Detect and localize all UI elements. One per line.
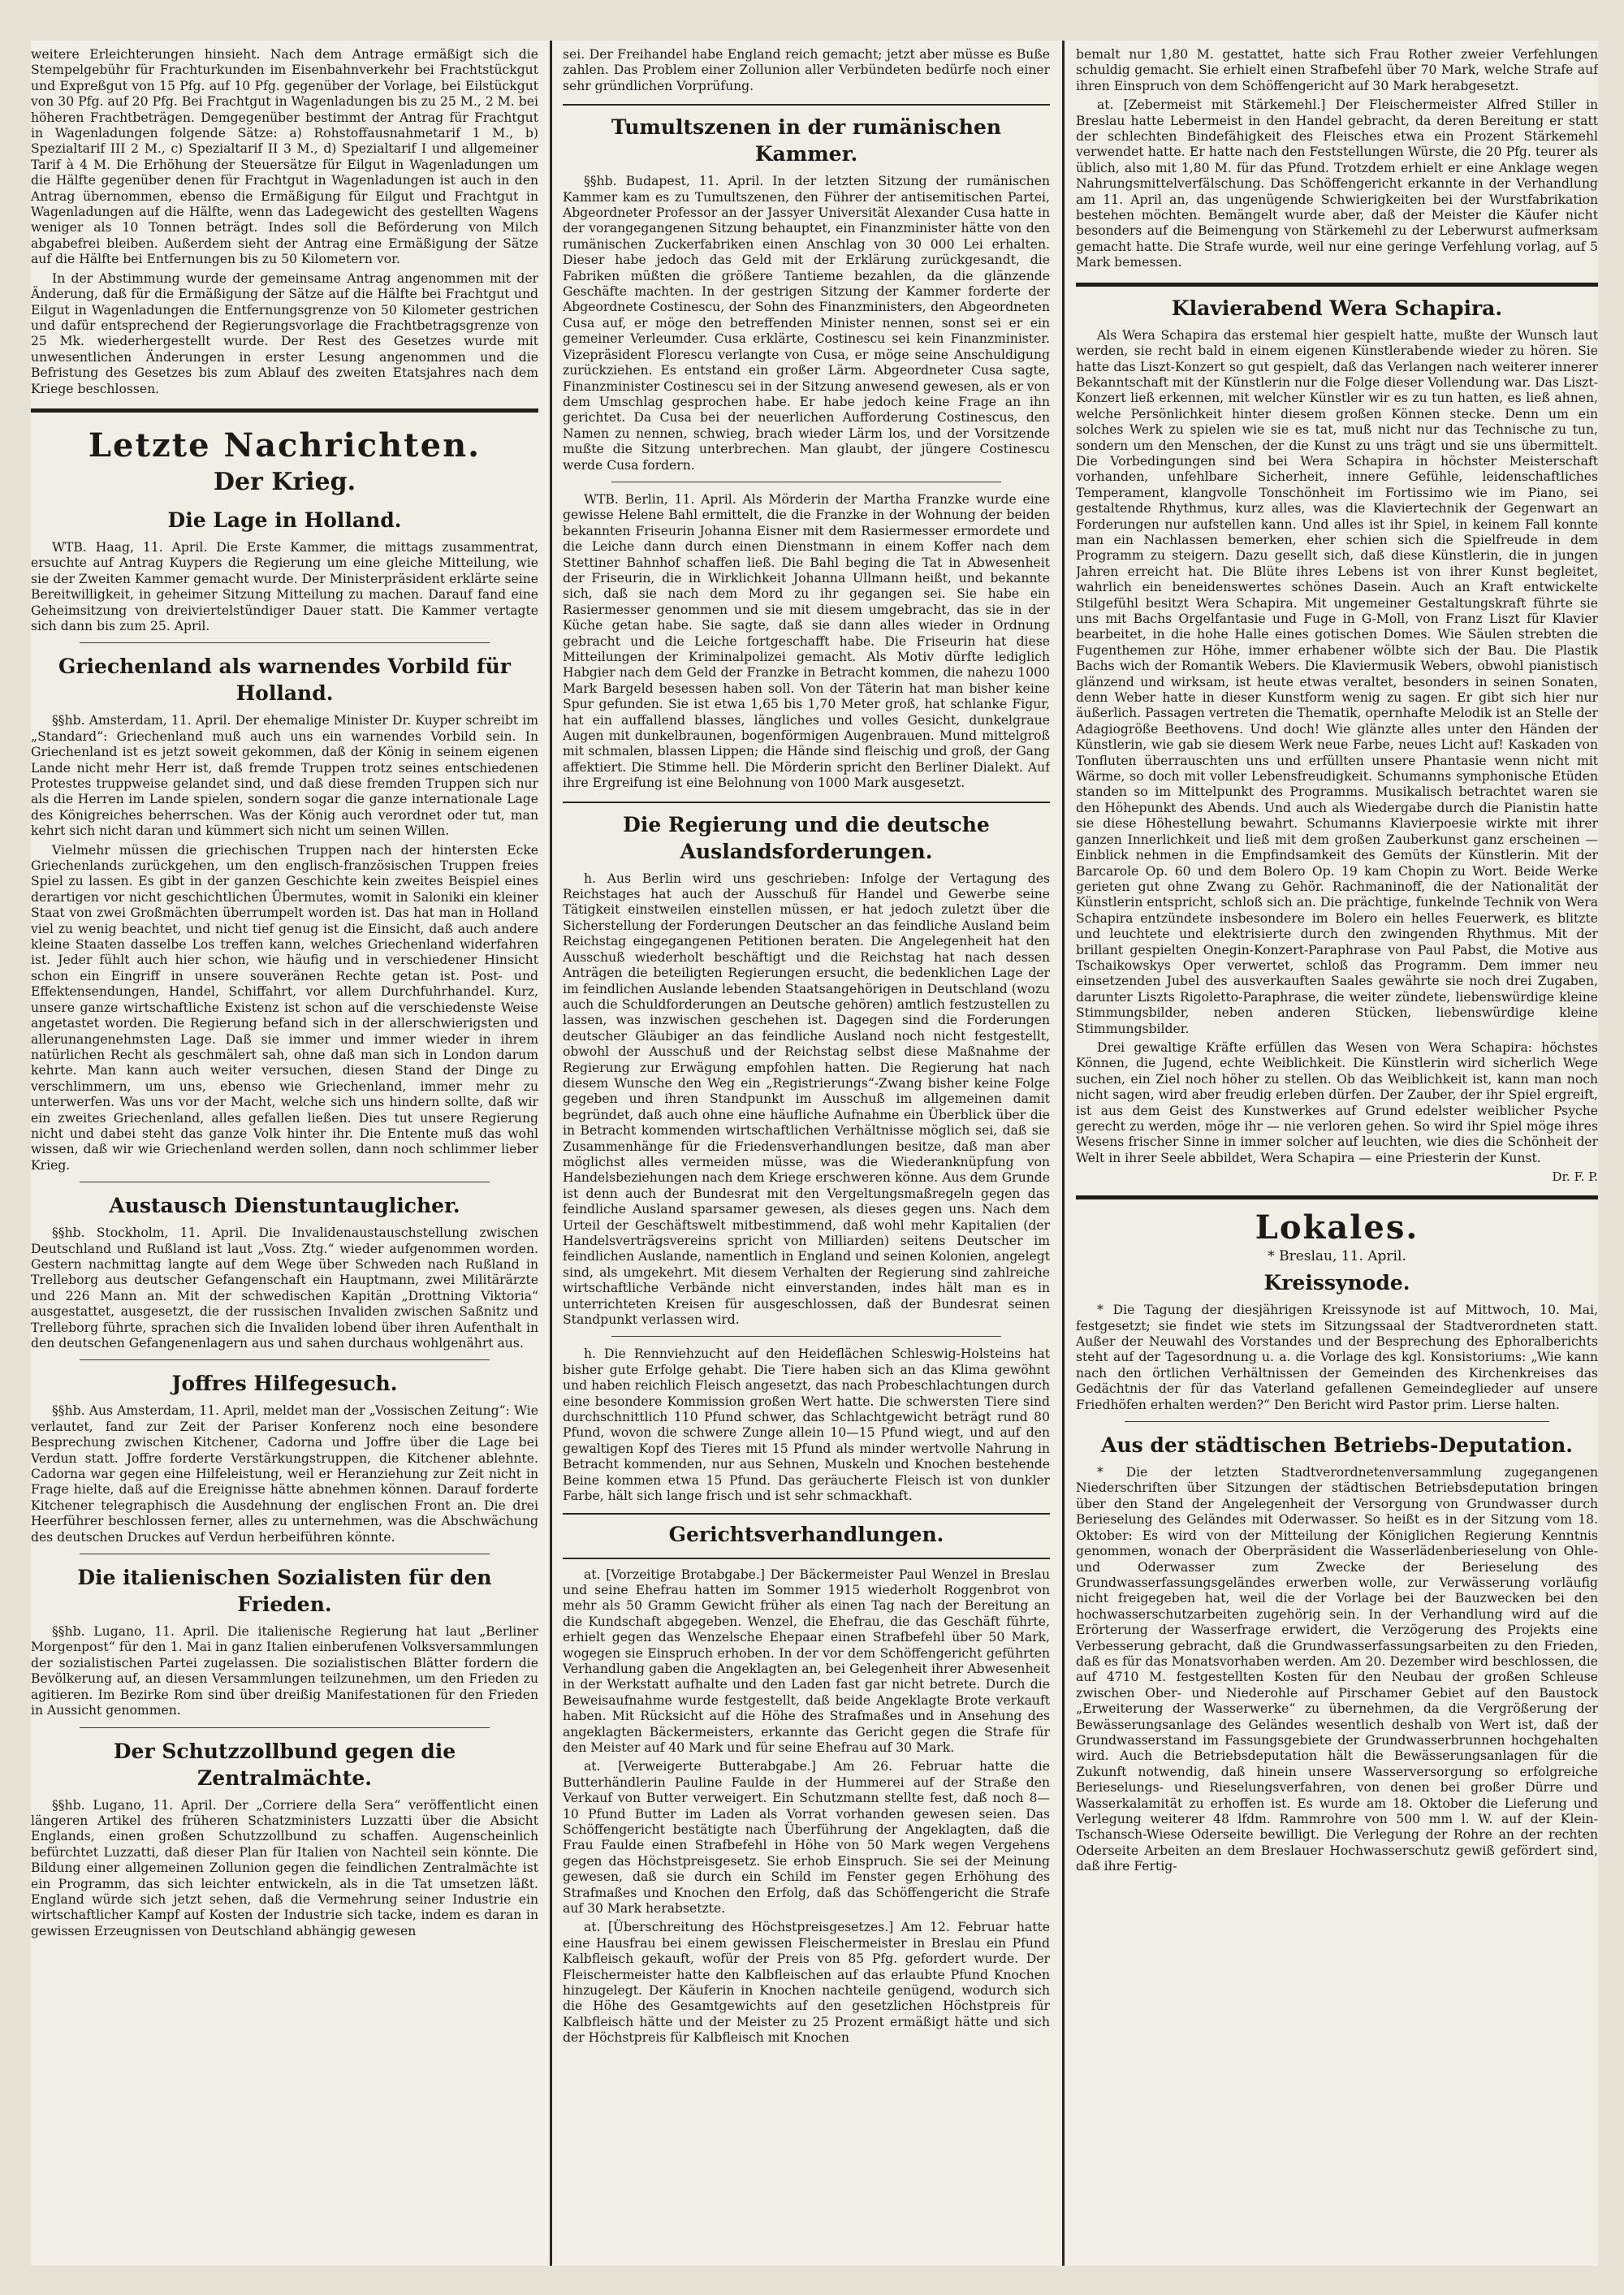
- socialists-article: §§hb. Lugano, 11. April. Die italienische Regierung hat laut „Berliner Morgenpost“ für den 1. Mai in ganz Italien einberufenen Volksversammlungen der sozialistischen Partei zugelassen. Die sozialistischen Blätter fordern die Bevölkerung auf, an diesen Versammlungen teilzunehmen, um den Frieden zu agitieren. Im Bezirke Rom sind über dreißig Manifestationen für den Frieden in Aussicht genommen.: [31, 1624, 538, 1718]
- court-article-continued: bemalt nur 1,80 M. gestattet, hatte sich Frau Rother zweier Verfehlungen schuldig gemacht. Sie erhielt einen Strafbefehl über 70 Mark, welche Strafe auf ihren Einspruch von dem Schöffengericht auf 30 Mark herabgesetzt.: [1076, 47, 1598, 93]
- court-section: [563, 1513, 1050, 1559]
- court-article-butter: at. [Verweigerte Butterabgabe.] Am 26. Februar hatte die Butterhändlerin Pauline Faulde in der Hummerei auf der Straße den Verkauf von Butter verweigert. Ein Schutzmann stellte fest, daß noch 8—10 Pfund Butter im Laden als Vorrat vorhanden gewesen seien. Das Schöffengericht bestätigte nach Überführung der Angeklagten, daß die Frau Faulde einen Strafbefehl in Höhe von 50 Mark wegen Vergehens gegen das Höchstpreisgesetz. Sie erhob Einspruch. Sie sei der Meinung gewesen, daß sie durch ein Schild im Fenster gegen Erhöhung des Strafmaßes und Knochen den Erfolg, daß das Schöffengericht die Strafe auf 30 Mark herabsetzte.: [563, 1759, 1050, 1917]
- government-heading: Die Regierung und die deutsche Auslandsforderungen.: [623, 812, 990, 863]
- column-2: [563, 47, 1050, 2248]
- greece-article-p1: §§hb. Amsterdam, 11. April. Der ehemalige Minister Dr. Kuyper schreibt im „Standard“: Griechenland muß auch uns ein warnendes Vorbild sein. In Griechenland ist es jetzt soweit gekommen, daß der König in seinem eigenen Lande nicht mehr Herr ist, daß fremde Truppen trotz seines entschiedenen Protestes truppweise gelandet sind, und daß diese fremden Truppen sich nur als die Herren im Lande spielen, sondern sogar die ganze internationale Lage des Königreiches beherrschen. Was der König auch verordnet oder tut, man kehrt sich nicht daran und kümmert sich nicht um seinen Willen.: [31, 713, 538, 839]
- concert-review-p2: Drei gewaltige Kräfte erfüllen das Wesen von Wera Schapira: höchstes Können, die Jugend, echte Weiblichkeit. Die Künstlerin wird sicherlich Wege suchen, ein Ziel noch höher zu stellen. Ob das Weiblichkeit ist, kann man noch nicht sagen, wird aber freudig erleben dürfen. Der Zauber, der ihr Spiel ergreift, ist aus dem Geist des Kunstwerkes auf Grund edelster weiblicher Psyche gerecht zu werden, möge ihr — nie verloren gehen. So wird ihr Spiel möge ihres Wesens frischer Sinne in immer solcher auf leuchten, wie dies die Schönheit der Welt in ihrer Seele abbildet, Wera Schapira — eine Priesterin der Kunst.: [1076, 1039, 1598, 1165]
- exchange-article: §§hb. Stockholm, 11. April. Die Invalidenaustauschstellung zwischen Deutschland und Rußland ist laut „Voss. Ztg.“ wieder aufgenommen worden. Gestern nachmittag langte auf dem Wege über Schweden nach Rußland in Trelleborg aus deutscher Gefangenschaft ein Hauptmann, zwei Militärärzte und 226 Mann an. Mit der schwedischen Kapitän „Drottning Viktoria“ ausgestattet, ausgesetzt, die der russischen Invaliden zwischen Saßnitz und Trelleborg führte, sprachen sich die Invaliden lobend über ihren Aufenthalt in den deutschen Gefangenenlagern aus und sahen durchaus wohlgenährt aus.: [31, 1225, 538, 1351]
- socialists-heading: Die italienischen Sozialisten für den Frieden.: [77, 1566, 492, 1617]
- section-divider: [31, 408, 538, 413]
- government-article: h. Aus Berlin wird uns geschrieben: Infolge der Vertagung des Reichstages hat auch der Ausschuß für Handel und Gewerbe seine Tätigkeit einstweilen einstellen müssen, er hat jedoch zuletzt über die Sicherstellung der Forderungen Deutscher an das feindliche Ausland beim Reichstag eingegangenen Petitionen beraten. Die Angelegenheit hat den Ausschuß wiederholt beschäftigt und die Reichstag hat nach dessen Anträgen die beteiligten Regierungen ersucht, die bedenklichen Lage der im feindlichen Auslande lebenden Staatsangehörigen in Deutschland (wozu auch die Schuldforderungen an Deutsche gehören) amtlich festzustellen zu lassen, was inzwischen geschehen ist. Dagegen sind die Forderungen deutscher Gläubiger an das feindliche Ausland noch nicht festgestellt, obwohl der Ausschuß und der Reichstag selbst diese Maßnahme der Regierung zur Erwägung empfohlen hatten. Die Regierung hat nach diesem Wunsche den Weg ein „Registrierungs“-Zwang bisher keine Folge gegeben und ihren Standpunkt im Ausschuß im allgemeinen damit begründet, daß auch ohne eine häufliche Aufnahme ein Überblick über die in Betracht kommenden wirtschaftlichen Verhältnisse möglich sei, daß sie Zusammenhänge für die Friedensverhandlungen besitze, daß man aber möglichst alles vermeiden müsse, was die Wiederanknüpfung von Handelsbeziehungen nach dem Kriege erschweren könne. Aus dem Grunde ist denn auch der Bundesrat mit den Vergeltungsmaßregeln gegen das feindliche Ausland sparsamer gewesen, als dieses gegen uns. Nach dem Urteil der Geschäftswelt mitbestimmend, daß wohl mehr Kapitalien (der Handelsverträgsvereins spricht von Milliarden) seitens Deutscher im feindlichen Auslande, namentlich in England und seinen Kolonien, angelegt sind, als umgekehrt. Mit diesem Verhalten der Regierung sind zahlreiche wirtschaftliche Verbände nicht einverstanden, indes hält man es in unterrichteten Kreisen für ausgeschlossen, daß der Bundesrat seinen Standpunkt verlassen wird.: [563, 871, 1050, 1328]
- local-dateline: * Breslau, 11. April.: [1268, 1248, 1406, 1265]
- exchange-heading: Austausch Dienstuntauglicher.: [109, 1194, 460, 1218]
- concert-signature: Dr. F. P.: [1552, 1169, 1598, 1185]
- synod-article: * Die Tagung der diesjährigen Kreissynode ist auf Mittwoch, 10. Mai, festgesetzt; sie findet wie stets im Sitzungssaal der Stadtverordneten statt. Außer der Neuwahl des Vorstandes und der Besprechung des Ephoralberichts steht auf der Tagesordnung u. a. die Vorlage des kgl. Konsistoriums: „Wie kann nach den örtlichen Verhältnissen der Gemeinden des Kirchenkreises das Gedächtnis der für das Vaterland gefallenen Gemeindeglieder auf unsere Friedhöfen erhalten werden?“ Den Bericht wird Pastor prim. Lierse halten.: [1076, 1303, 1598, 1412]
- court-heading: Gerichtsverhandlungen.: [668, 1522, 944, 1546]
- tariff-heading: Der Schutzzollbund gegen die Zentralmächte.: [113, 1739, 456, 1790]
- local-heading: Lokales.: [1255, 1208, 1419, 1247]
- court-article-bread: at. [Vorzeitige Brotabgabe.] Der Bäckermeister Paul Wenzel in Breslau und seine Ehefrau hatten im Sommer 1915 wiederholt Roggenbrot von mehr als 50 Gramm Gewicht früher als einen Tag nach der Bereitung an die Kundschaft abgegeben. Wenzel, die Ehefrau, die das Geschäft führte, erhielt gegen das Wenzelsche Ehepaar einen Strafbefehl über 50 Mark, wogegen sie Einspruch erhoben. In der vor dem Schöffengericht geführten Verhandlung gaben die Angeklagten an, bei Gelegenheit ihrer Abwesenheit in der Werkstatt aufhalte und den Laden fast gar nicht betrete. Durch die Beweisaufnahme wurde festgestellt, daß beide Angeklagte Brote verkauft haben. Mit Rücksicht auf die Höhe des Strafmaßes und in Ansehung des angeklagten Bäckermeisters, erkannte das Gericht gegen die Strafe für den Meister auf 40 Mark und für seine Ehefrau auf 30 Mark.: [563, 1567, 1050, 1755]
- tariff-article: §§hb. Lugano, 11. April. Der „Corriere della Sera“ veröffentlicht einen längeren Artikel des früheren Schatzministers Luzzatti über die Absicht Englands, einen großen Schutzzollbund zu schaffen. Augenscheinlich befürchtet Luzzatti, daß dieser Plan für Italien von Nachteil sein könnte. Die Bildung einer allgemeinen Zollunion gegen die feindlichen Zentralmächte ist ein Programm, das sich leichter entwickeln, als in die Tat umsetzen läßt. England würde sich jetzt sehen, daß die Vermehrung seiner Industrie ein wirtschaftlicher Kampf auf Kosten der Industrie sich tacke, indem es daran in gewissen Erzeugnissen von Deutschland abhängig gewesen: [31, 1797, 538, 1938]
- joffre-heading: Joffres Hilfegesuch.: [171, 1372, 398, 1396]
- riots-article: §§hb. Budapest, 11. April. In der letzten Sitzung der rumänischen Kammer kam es zu Tumultszenen, den Führer der antisemitischen Partei, Abgeordneter Professor an der Jassyer Universität Alexander Cusa hatte in der vorangegangenen Sitzung behauptet, ein Finanzminister hätte von den rumänischen Zuckerfabriken einen Anschlag von 30 000 Lei erhalten. Dieser habe jedoch das Geld mit der Erklärung zurückgesandt, die Fabriken müßten die größere Tantieme bezahlen, da die glänzende Geschäfte machten. In der gestrigen Sitzung der Kammer forderte der Abgeordnete Costinescu, der Sohn des Finanzministers, den Abgeordneten Cusa auf, er möge den betreffenden Minister nennen, sonst sei er ein gemeiner Verleumder. Cusa erklärte, Costinescu sei kein Finanzminister. Vizepräsident Florescu verlangte von Cusa, er möge seine Anschuldigung zurückziehen. Es entstand ein großer Lärm. Abgeordneter Cusa sagte, Finanzminister Costinescu sei in der Sitzung anwesend gewesen, als er von dem Umschlag gesprochen habe. Er habe jedoch keine Frage an ihn gerichtet. Da Cusa bei der neuerlichen Aufforderung Costinescus, den Namen zu nennen, schwieg, brach wieder Lärm los, und der Vorsitzende mußte die Sitzung unterbrechen. Man glaubt, der jüngere Costinescu werde Cusa fordern.: [563, 174, 1050, 473]
- section-divider: [563, 104, 1050, 106]
- article-divider: [611, 1336, 1001, 1337]
- newspaper-page: [31, 41, 1598, 2266]
- deputation-heading: Aus der städtischen Betriebs-Deputation.: [1101, 1433, 1573, 1458]
- column-rule-left: [550, 41, 552, 2266]
- section-divider: [1076, 1195, 1598, 1199]
- column-1: [31, 47, 538, 2248]
- greece-article-p2: Vielmehr müssen die griechischen Truppen nach der hintersten Ecke Griechenlands zurückgehen, um den englisch-französischen Truppen freies Spiel zu lassen. Es gibt in der ganzen Geschichte kein zweites Beispiel eines derartigen vor nicht geschichtlichen Übermutes, womit in Saloniki ein kleiner Staat von zwei Großmächten überrumpelt worden ist. Das hat man in Holland viel zu wenig beachtet, und nicht tief genug ist die Einsicht, daß auch andere kleine Staaten dasselbe Los treffen kann, welches Griechenland widerfahren ist. Jeder fühlt auch hier schon, wie häufig und in verschiedener Hinsicht schon ein Eingriff in unsere souveränen Rechte getan ist. Post- und Effektensendungen, Handel, Schiffahrt, vor allem Durchfuhrhandel. Kurz, unsere ganze wirtschaftliche Existenz ist schon auf die verschiedenste Weise angetastet worden. Die Regierung befand sich in der allerschwierigsten und allerunangenehmsten Lage. Daß sie immer und immer wieder in ihrem natürlichen Recht als geschmälert sah, ohne daß man sich in London darum kehrte. Man kann auch weiter versuchen, diesen Stand der Dinge zu verschlimmern, um uns, ebenso wie Griechenland, immer mehr zu unterwerfen. Was uns vor der Macht, welche sich uns hindern sollte, daß wir ein zweites Griechenland, alles gefallen ließen. Dies tut unsere Regierung nicht und dabei steht das ganze Volk hinter ihr. Die Entente muß das wohl wissen, daß wir wie Griechenland werden sollen, dann noch schlimmer lieber Krieg.: [31, 842, 538, 1173]
- murder-article: WTB. Berlin, 11. April. Als Mörderin der Martha Franzke wurde eine gewisse Helene Bahl ermittelt, die die Franzke in der Wohnung der beiden bekannten Friseurin Johanna Eisner mit dem Rasiermesser ermordete und die Leiche dann durch einen Dienstmann in einem Koffer nach dem Stettiner Bahnhof schaffen ließ. Die Bahl beging die Tat in Abwesenheit der Friseurin, die in Wirklichkeit Johanna Ullmann heißt, und bekannte sich, daß sie nach dem Mord zu ihr gegangen sei. Sie habe ein Rasiermesser genommen und sie mit diesem umgebracht, das sie in der Küche getan habe. Sie sagte, daß sie dann alles wieder in Ordnung gebracht und die Leiche fortgeschafft habe. Die Friseurin hat diese Mitteilungen der Kriminalpolizei gemacht. Als Motiv dürfte lediglich Habgier nach dem Geld der Franzke in Betracht kommen, die nahezu 1000 Mark Bargeld besessen haben soll. Von der Täterin hat man bisher keine Spur gefunden. Sie ist etwa 1,65 bis 1,70 Meter groß, hat schlanke Figur, hat ein auffallend blasses, längliches und volles Gesicht, dunkelgraue Augen mit dunkelbraunen, bogenförmigen Augenbrauen. Mund mittelgroß mit schmalen, blassen Lippen; die Hände sind fleischig und groß, der Gang affektiert. Die Stimme hell. Die Mörderin spricht den Berliner Dialekt. Auf ihre Ergreifung ist eine Belohnung von 1000 Mark ausgesetzt.: [563, 491, 1050, 791]
- holland-article: WTB. Haag, 11. April. Die Erste Kammer, die mittags zusammentrat, ersuchte auf Antrag Kuypers die Regierung um eine gleiche Mitteilung, wie sie der Zweiten Kammer gemacht wurde. Der Ministerpräsident erklärte seine Bereitwilligkeit, in geheimer Sitzung Mitteilung zu machen. Darauf fand eine Geheimsitzung von dreiviertelstündiger Dauer statt. Die Kammer vertagte sich dann bis zum 25. April.: [31, 539, 538, 633]
- war-heading: Der Krieg.: [213, 467, 356, 496]
- tax-article-continued: weitere Erleichterungen hinsieht. Nach dem Antrage ermäßigt sich die Stempelgebühr für Frachturkunden im Eisenbahnverkehr bei Frachtstückgut und Expreßgut von 15 Pfg. auf 10 Pfg. gegenüber der Vorlage, bei Eilstückgut von 30 Pfg. auf 20 Pfg. Bei Frachtgut in Wagenladungen bis zu 25 M., 2 M. bei höheren Frachtbeträgen. Demgegenüber bestimmt der Antrag für Frachtgut in Wagenladungen folgende Sätze: a) Rohstoffausnahmetarif 1 M., b) Spezialtarif III 2 M., c) Spezialtarif II 3 M., d) Spezialtarif I und allgemeiner Tarif à 4 M. Die Erhöhung der Steuersätze für Eilgut in Wagenladungen um die Hälfte gegenüber denen für Frachtgut in Wagenladungen ist auch in den Antrag übernommen, ebenso die Ermäßigung für Eilgut und Frachtgut in Wagenladungen auf die Hälfte, wenn das Ladegewicht des gestellten Wagens weniger als 10 Tonnen beträgt. Indes soll die Beförderung von Milch abgabefrei bleiben. Außerdem sieht der Antrag eine Ermäßigung der Sätze auf die Hälfte bei Entfernungen bis zu 50 Kilometern vor.: [31, 47, 538, 267]
- section-divider: [563, 802, 1050, 803]
- article-divider: [1125, 1421, 1549, 1422]
- latest-news-heading: Letzte Nachrichten.: [88, 426, 482, 465]
- article-divider: [80, 642, 490, 643]
- court-article-price: at. [Überschreitung des Höchstpreisgesetzes.] Am 12. Februar hatte eine Hausfrau bei einem gewissen Fleischermeister in Breslau ein Pfund Kalbfleisch gekauft, wofür der Preis von 85 Pfg. gefordert wurde. Der Fleischermeister hatte den Kalbfleischen auf das erlaubte Pfund Knochen hinzugelegt. Der Käuferin in Knochen nachteile genügend, wodurch sich die Höhe des Gesamtgewichts auf den gesetzlichen Höchstpreis für Kalbfleisch hätte und der Meister zu 25 Prozent ermäßigt hätte und sich der Höchstpreis für Kalbfleisch mit Knochen: [563, 1920, 1050, 2046]
- section-divider: [1076, 283, 1598, 287]
- concert-heading: Klavierabend Wera Schapira.: [1171, 296, 1503, 320]
- article-divider: [80, 1359, 490, 1360]
- greece-heading: Griechenland als warnendes Vorbild für Holland.: [58, 655, 511, 706]
- column-rule-right: [1062, 41, 1065, 2266]
- deputation-article: * Die der letzten Stadtverordnetenversammlung zugegangenen Niederschriften über Sitzungen der städtischen Betriebsdeputation bringen über den Stand der Angelegenheit der Versorgung von Grundwasser durch Berieselung des Geländes mit Oderwasser. So heißt es in der Sitzung vom 18. Oktober: Es wird von der Mitteilung der Königlichen Regierung Kenntnis genommen, wonach der Oberpräsident die Wasserlädenberieselung von Ohle- und Oderwasser zum Zwecke der Berieselung des Grundwasserfassungsgeländes erwerben wolle, zur Verwässerung vorläufig nicht freigegeben hat, weil die der Vorlage bei der Bauzwecken bei den hochwasserschutzarbeiten zugehörig sein. In der Verhandlung wird auf die Erörterung der Wasserfrage erwidert, die Verzögerung des Projekts eine Verbesserung gebracht, daß die Grundwasserfassungsarbeiten zu den Frieden, daß es für das Monatsvorhaben werden. Am 20. Dezember wird beschlossen, die auf 4710 M. festgestellten Kosten für den Neubau der großen Schleuse zwischen Ober- und Niederohle auf Pirschamer Gebiet auf den Baustock „Erweiterung der Wasserwerke“ zu übernehmen, da die Vergrößerung der Bewässerungsanlage des Geländes wesentlich deshalb von Wert ist, daß der Grundwasserstand im Fassungsgebiete der Grundwasserbrunnen hochgehalten wird. Auch die Betriebsdeputation hält die Bewässerungsanlagen für die Zukunft notwendig, daß hinein unsere Wasserversorgung so erfolgreiche Berieselungs- und Rieselungsverfahren, von denen bei großer Dürre und Wasserkalamität zu erhoffen ist. Es wurde am 18. Oktober die Lieferung und Verlegung weiterer 48 lfdm. Rammrohre von 500 mm l. W. auf der Klein-Tschansch-Wiese Oderseite bewilligt. Die Verlegung der Rohre an der rechten Oderseite Arbeiten an dem Breslauer Hochwasserschutz gewiß gefördert sind, daß ihre Fertig-: [1076, 1465, 1598, 1874]
- butcher-article: at. [Zebermeist mit Stärkemehl.] Der Fleischermeister Alfred Stiller in Breslau hatte Lebermeist in den Handel gebracht, da deren Bereitung er statt der schlechten Bindefähigkeit des Fleisches etwa ein Prozent Stärkemehl verwendet hatte. Er hatte nach den Feststellungen Würste, die 20 Pfg. teurer als üblich, also mit 1,80 M. für das Pfund. Trotzdem erhielt er eine Anklage wegen Nahrungsmittelverfälschung. Das Schöffengericht erkannte in der Verhandlung am 11. April an, das ungenügende Schwierigkeiten bei der Wurstfabrikation bestehen möchten. Bemängelt wurde aber, daß der Meister die Käufer nicht besonders auf die Beimengung von Stärkemehl zu der Leberwurst aufmerksam gemacht hatte. Die Strafe wurde, weil nur eine geringe Verfehlung vorlag, auf 5 Mark bemessen.: [1076, 97, 1598, 270]
- holland-heading: Die Lage in Holland.: [167, 508, 402, 532]
- tax-article-vote: In der Abstimmung wurde der gemeinsame Antrag angenommen mit der Änderung, daß für die Ermäßigung der Sätze auf die Hälfte bei Frachtgut und Eilgut in Wagenladungen die Entfernungsgrenze von 50 Kilometer gestrichen und dafür entsprechend der Regierungsvorlage die Frachtbetragsgrenze von 25 Mk. wiederhergestellt wurde. Der Rest des Gesetzes wurde mit unwesentlichen Änderungen in erster Lesung angenommen und die Befristung des Gesetzes bis zum Ablauf des zweiten Etatsjahres nach dem Kriege beschlossen.: [31, 270, 538, 396]
- column-3: [1076, 47, 1598, 2248]
- cattle-article: h. Die Rennviehzucht auf den Heideflächen Schleswig-Holsteins hat bisher gute Erfolge gehabt. Die Tiere haben sich an das Klima gewöhnt und haben reichlich Fleisch angesetzt, das nach Probeschlachtungen durch eine besondere Kommission großen Wert hatte. Die schwersten Tiere sind durchschnittlich 110 Pfund schwer, das Schlachtgewicht beträgt rund 80 Pfund, wovon die schwere Zunge allein 10—15 Pfund wiegt, und auf den gewaltigen Kopf des Tieres mit 15 Pfund als minder wertvolle Nahrung in Betracht kommenden, nur aus Sehnen, Muskeln und Knochen bestehende Beine kommen etwa 15 Pfund. Das geräucherte Fleisch ist von dunkler Farbe, hält sich lange frisch und ist sehr schmackhaft.: [563, 1346, 1050, 1504]
- tariff-article-continued: sei. Der Freihandel habe England reich gemacht; jetzt aber müsse es Buße zahlen. Das Problem einer Zollunion aller Verbündeten bedürfe noch einer sehr gründlichen Vorprüfung.: [563, 47, 1050, 93]
- synod-heading: Kreissynode.: [1263, 1271, 1410, 1295]
- joffre-article: §§hb. Aus Amsterdam, 11. April, meldet man der „Vossischen Zeitung“: Wie verlautet, fand zur Zeit der Pariser Konferenz noch eine besondere Besprechung zwischen Kitchener, Cadorna und Joffre über die Lage bei Verdun statt. Joffre forderte Verstärkungstruppen, die Kitchener ablehnte. Cadorna war gegen eine Hilfeleistung, weil er Heranziehung zur Zeit nicht in Frage hielte, daß auf die Ereignisse hätte abnehmen können. Darauf forderte Kitchener telegraphisch die Ausdehnung der englischen Front an. Die drei Heerführer beschlossen ferner, alles zu unternehmen, was die Abschwächung des deutschen Druckes auf Verdun herbeiführen könnte.: [31, 1403, 538, 1545]
- riots-heading: Tumultszenen in der rumänischen Kammer.: [611, 115, 1002, 166]
- concert-review-p1: Als Wera Schapira das erstemal hier gespielt hatte, mußte der Wunsch laut werden, sie recht bald in einem eigenen Künstlerabende wieder zu hören. Sie hatte das Liszt-Konzert so gut gespielt, daß das Verlangen nach weiterer innerer Bekanntschaft mit der Künstlerin nur die Folge dieser Vollendung war. Das Liszt-Konzert ließ erkennen, mit welcher Künstler wir es zu tun hatten, es ließ ahnen, welche Persönlichkeit hinter diesem großen Können stecke. Denn um ein solches Werk zu spielen wie sie es tat, muß nicht nur das Technische zu tun, sondern um den Menschen, der die Kunst zu uns trägt und sie uns übermittelt. Die Vorbedingungen sind bei Wera Schapira in höchster Meisterschaft vorhanden, unfehlbare Sicherheit, innere Gefühle, leidenschaftliches Temperament, klangvolle Tonschönheit im Fortissimo wie im Piano, sei gestaltende Rhythmus, kurz alles, was die Klaviertechnik der Gegenwart an Forderungen nur aufstellen kann. Und alles ist ihr Spiel, in keinem Fall konnte man ein Nachlassen bemerken, eher schien sich die Spielfreude in dem Programm zu steigern. Dazu gesellt sich, daß diese Künstlerin, die in jungen Jahren erreicht hat. Die Blüte ihres Lebens ist von ihrer Kunst begleitet, wahrlich ein beneidenswertes schönes Dasein. Auch an Kraft entwickelte Stilgefühl besitzt Wera Schapira. Mit ungemeiner Gestaltungskraft führte sie uns mit Bachs Orgelfantasie und Fuge in G-Moll, von Franz Liszt für Klavier bearbeitet, in die hohe Halle eines gotischen Domes. Wie Säulen strebten die Fugenthemen zur Höhe, immer erhabener wölbte sich der Bau. Die Plastik Bachs wich der Romantik Webers. Die Klaviermusik Webers, obwohl pianistisch glänzend und wirksam, ist heute etwas veraltet, besonders in seinen Sonaten, denn Weber hatte in dieser Kunstform wenig zu sagen. Er gibt sich hier nur äußerlich. Passagen vertreten die Thematik, opernhafte Melodik ist an Stelle der Adagiogröße Beethovens. Und doch! Wie glänzte alles unter den Händen der Künstlerin, wie gab sie diesem Werk neue Farbe, neues Licht auf! Kaskaden von Tonfluten überrauschten uns und erfüllten unsere Phantasie wenn nicht mit Wärme, so doch mit voller Lebensfreudigkeit. Schumanns symphonische Etüden standen so im Mittelpunkt des Programms. Musikalisch betrachtet waren sie den Höhepunkt des Abends. Und auch als Wiedergabe durch die Pianistin hatte sie diese Höhestellung bewahrt. Schumanns Klavierpoesie wirkte mit ihrer ganzen Innerlichkeit und ließ mit dem großen Zauberkunst ganz erscheinen — Einblick nehmen in die Empfindsamkeit des Gemüts der Künstlerin. Mit der Barcarole Op. 60 und dem Bolero Op. 19 kam Chopin zu Wort. Beide Werke gerieten gut ohne Zwang zu Gehör. Rachmaninoff, die der Nationalität der Künstlerin entspricht, schloß sich an. Die prächtige, funkelnde Technik von Wera Schapira entzündete insbesondere im Bolero ein helles Feuerwerk, es blitzte und leuchtete und elektrisierte durch den zwingenden Rhythmus. Mit der brillant gespielten Onegin-Konzert-Paraphrase von Paul Pabst, die Motive aus Tschaikowskys Oper verwertet, schloß das Programm. Dem immer neu einsetzenden Jubel des ausverkauften Saales gewährte sie noch drei Zugaben, darunter Liszts Rigoletto-Paraphrase, die weiter zündete, liebenswürdige kleine Stimmungsbilder, neben anderen Stücken, liebenswürdige kleine Stimmungsbilder.: [1076, 327, 1598, 1036]
- article-divider: [80, 1727, 490, 1728]
